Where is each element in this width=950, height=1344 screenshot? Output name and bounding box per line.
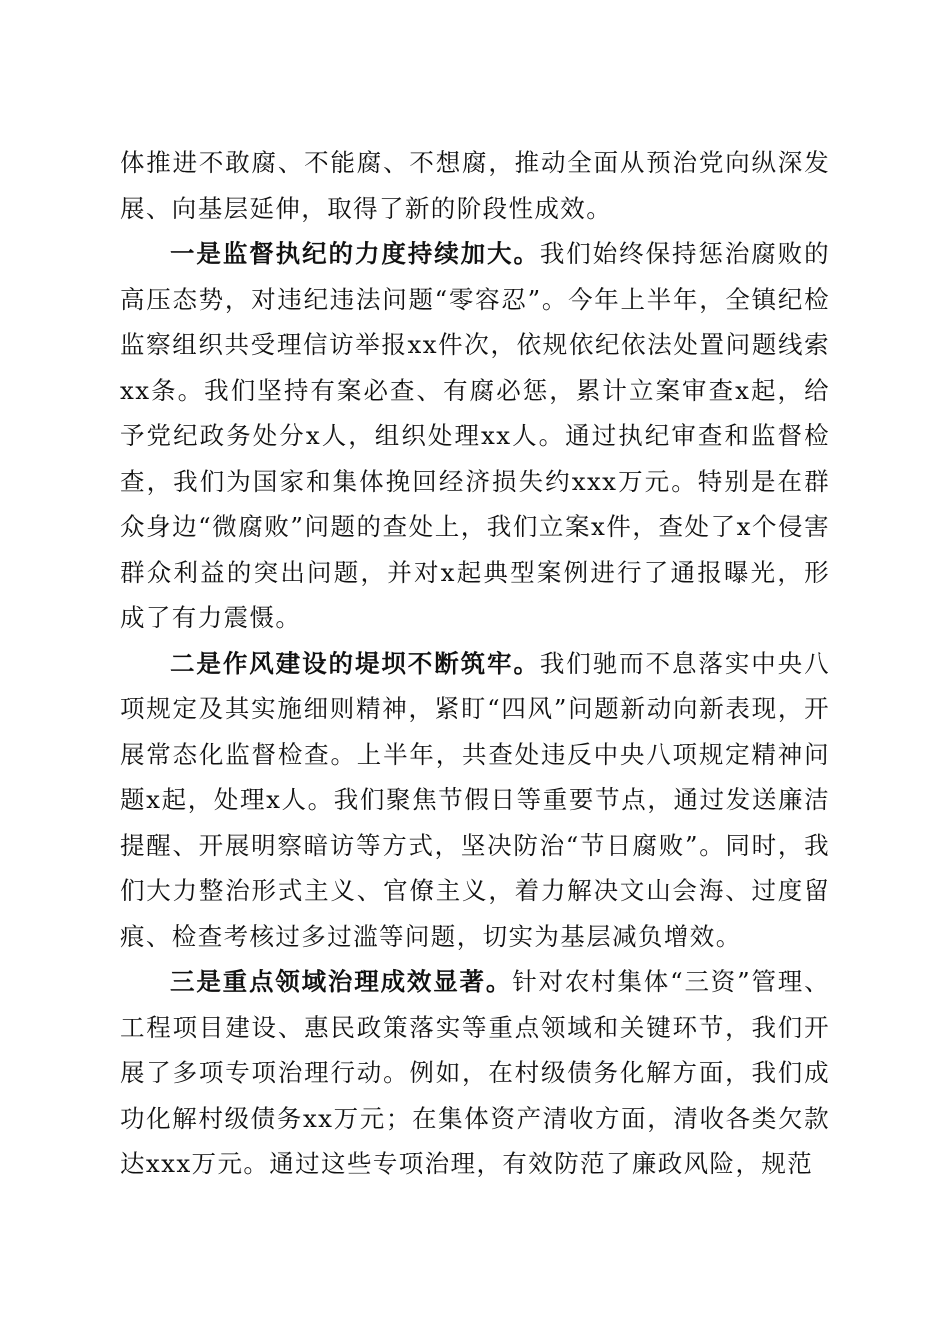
paragraph-work-style [120,641,830,960]
paragraph-body-text: 我们驰而不息落实中央八项规定及其实施细则精神，紧盯“四风”问题新动向新表现，开展常态化监督检查。上半年，共查处违反中央八项规定精神问题x起，处理x人。我们聚焦节假日等重要节点，通过发送廉洁提醒、开展明察暗访等方式，坚决防治“节日腐败”。同时，我们大力整治形式主义、官僚主义，着力解决文山会海、过度留痕、检查考核过多过滥等问题，切实为基层减负增效。 [120,648,830,951]
paragraph-heading: 二是作风建设的堤坝不断筑牢。 [170,648,540,678]
paragraph-heading: 三是重点领域治理成效显著。 [170,967,513,996]
paragraph-body-text: 我们始终保持惩治腐败的高压态势，对违纪违法问题“零容忍”。今年上半年，全镇纪检监察组织共受理信访举报xx件次，依规依纪依法处置问题线索xx条。我们坚持有案必查、有腐必惩，累计立案审查x起，给予党纪政务处分x人，组织处理xx人。通过执纪审查和监督检查，我们为国家和集体挽回经济损失约xxx万元。特别是在群众身边“微腐败”问题的查处上，我们立案x件，查处了x个侵害群众利益的突出问题，并对x起典型案例进行了通报曝光，形成了有力震慑。 [120,239,830,632]
paragraph-body-text: 针对农村集体“三资”管理、工程项目建设、惠民政策落实等重点领域和关键环节，我们开展了多项专项治理行动。例如，在村级债务化解方面，我们成功化解村级债务xx万元；在集体资产清收方面，清收各类欠款达xxx万元。通过这些专项治理，有效防范了廉政风险，规范 [120,967,830,1178]
paragraph-key-areas [120,959,830,1187]
paragraph-continuation [120,140,830,231]
document-body [120,140,830,1187]
paragraph-heading: 一是监督执纪的力度持续加大。 [170,239,540,268]
paragraph-supervision [120,231,830,641]
paragraph-body-text: 体推进不敢腐、不能腐、不想腐，推动全面从预治党向纵深发展、向基层延伸，取得了新的阶段性成效。 [120,148,830,223]
